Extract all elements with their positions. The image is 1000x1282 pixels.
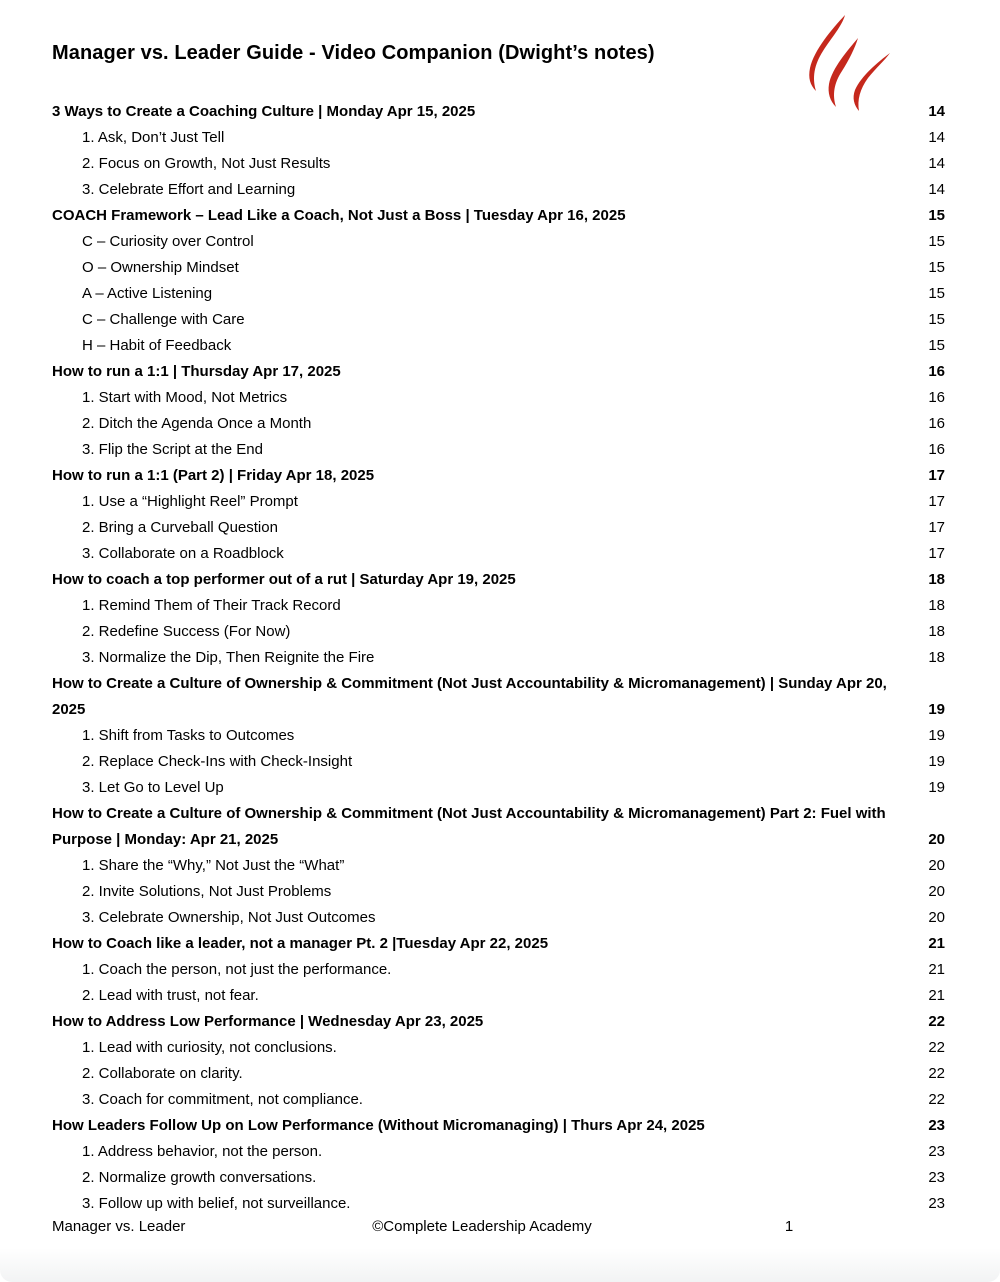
toc-item-row[interactable] <box>52 1165 945 1191</box>
toc-item-row-label: H – Habit of Feedback <box>82 337 232 354</box>
toc-item-row-label: 3. Celebrate Ownership, Not Just Outcomes <box>82 909 376 926</box>
toc-item-row[interactable] <box>52 333 945 359</box>
toc-item-row-label: A – Active Listening <box>82 285 213 302</box>
toc-section-row-label: How to Coach like a leader, not a manager Pt. 2 |Tuesday Apr 22, 2025 <box>52 935 549 952</box>
toc-item-row-label: 3. Normalize the Dip, Then Reignite the Fire <box>82 649 375 666</box>
toc-item-row-label: 2. Ditch the Agenda Once a Month <box>82 415 312 432</box>
toc-item-row-label: 1. Coach the person, not just the performance. <box>82 961 392 978</box>
toc-section-row-label: How to coach a top performer out of a rut | Saturday Apr 19, 2025 <box>52 571 516 588</box>
toc-item-row-label: 3. Celebrate Effort and Learning <box>82 181 296 198</box>
toc-item-row-label: 1. Shift from Tasks to Outcomes <box>82 727 295 744</box>
page-title: Manager vs. Leader Guide - Video Companion (Dwight’s notes) <box>52 42 655 64</box>
toc-section-row[interactable] <box>52 567 945 593</box>
toc-item-row[interactable] <box>52 1087 945 1113</box>
toc-section-row-page-number: 17 <box>928 467 945 484</box>
toc-section-row[interactable] <box>52 203 945 229</box>
toc-item-row[interactable] <box>52 255 945 281</box>
toc-section-row-page-number: 22 <box>928 1013 945 1030</box>
toc-section-row-page-number: 20 <box>928 831 945 848</box>
toc-item-row[interactable] <box>52 879 945 905</box>
toc-item-row-page-number: 23 <box>928 1143 945 1160</box>
toc-item-row[interactable] <box>52 385 945 411</box>
toc-item-row-label: 1. Lead with curiosity, not conclusions. <box>82 1039 337 1056</box>
toc-item-row-page-number: 20 <box>928 883 945 900</box>
toc-item-row-label: 3. Collaborate on a Roadblock <box>82 545 284 562</box>
table-of-contents <box>52 99 945 1217</box>
toc-section-row-page-number: 21 <box>928 935 945 952</box>
toc-item-row-page-number: 23 <box>928 1169 945 1186</box>
toc-item-row[interactable] <box>52 411 945 437</box>
toc-item-row-label: O – Ownership Mindset <box>82 259 239 276</box>
toc-item-row-label: 2. Focus on Growth, Not Just Results <box>82 155 331 172</box>
toc-item-row-label: 1. Remind Them of Their Track Record <box>82 597 341 614</box>
toc-section-row[interactable] <box>52 359 945 385</box>
toc-section-row-label: How to Create a Culture of Ownership & Commitment (Not Just Accountability & Micromanagement) | Sunday Apr 20, 2025 <box>52 675 887 718</box>
toc-item-row[interactable] <box>52 489 945 515</box>
toc-item-row[interactable] <box>52 905 945 931</box>
toc-section-row[interactable] <box>52 801 945 853</box>
toc-item-row-label: 3. Follow up with belief, not surveillance. <box>82 1195 351 1212</box>
toc-item-row-label: 3. Coach for commitment, not compliance. <box>82 1091 363 1108</box>
toc-item-row[interactable] <box>52 1139 945 1165</box>
toc-item-row-page-number: 15 <box>928 311 945 328</box>
toc-item-row-page-number: 22 <box>928 1039 945 1056</box>
toc-item-row[interactable] <box>52 775 945 801</box>
toc-item-row-page-number: 18 <box>928 597 945 614</box>
toc-item-row-label: 2. Bring a Curveball Question <box>82 519 278 536</box>
toc-section-row[interactable] <box>52 931 945 957</box>
toc-item-row-page-number: 16 <box>928 415 945 432</box>
toc-item-row[interactable] <box>52 749 945 775</box>
toc-item-row[interactable] <box>52 541 945 567</box>
toc-item-row-label: 2. Replace Check-Ins with Check-Insight <box>82 753 353 770</box>
toc-item-row-label: 2. Invite Solutions, Not Just Problems <box>82 883 332 900</box>
toc-section-row-page-number: 18 <box>928 571 945 588</box>
toc-item-row-label: 1. Share the “Why,” Not Just the “What” <box>82 857 345 874</box>
toc-item-row[interactable] <box>52 177 945 203</box>
toc-item-row[interactable] <box>52 437 945 463</box>
toc-section-row-page-number: 14 <box>928 103 945 120</box>
toc-item-row-label: 3. Let Go to Level Up <box>82 779 224 796</box>
toc-section-row-label: How to Address Low Performance | Wednesday Apr 23, 2025 <box>52 1013 484 1030</box>
toc-section-row-label: How to Create a Culture of Ownership & Commitment (Not Just Accountability & Micromanagement) Part 2: Fuel with Purpose | Monday: Apr 21, 2025 <box>52 805 886 848</box>
toc-item-row-page-number: 18 <box>928 649 945 666</box>
toc-item-row-page-number: 14 <box>928 155 945 172</box>
toc-section-row-label: How to run a 1:1 | Thursday Apr 17, 2025 <box>52 363 341 380</box>
toc-item-row[interactable] <box>52 645 945 671</box>
footer-page-number: 1 <box>784 1218 794 1235</box>
toc-item-row[interactable] <box>52 983 945 1009</box>
footer-copyright: ©Complete Leadership Academy <box>372 1218 592 1235</box>
toc-item-row-page-number: 21 <box>928 987 945 1004</box>
toc-item-row[interactable] <box>52 1035 945 1061</box>
toc-item-row[interactable] <box>52 281 945 307</box>
toc-item-row-label: 1. Ask, Don’t Just Tell <box>82 129 225 146</box>
toc-section-row[interactable] <box>52 1113 945 1139</box>
toc-item-row-page-number: 19 <box>928 727 945 744</box>
toc-section-row-label: How Leaders Follow Up on Low Performance (Without Micromanaging) | Thurs Apr 24, 2025 <box>52 1117 705 1134</box>
toc-item-row-page-number: 19 <box>928 753 945 770</box>
toc-item-row[interactable] <box>52 515 945 541</box>
toc-item-row[interactable] <box>52 853 945 879</box>
toc-item-row-page-number: 15 <box>928 285 945 302</box>
toc-item-row[interactable] <box>52 1061 945 1087</box>
toc-item-row-label: C – Challenge with Care <box>82 311 245 328</box>
toc-section-row[interactable] <box>52 463 945 489</box>
toc-section-row-page-number: 19 <box>928 701 945 718</box>
toc-item-row-page-number: 23 <box>928 1195 945 1212</box>
toc-item-row[interactable] <box>52 307 945 333</box>
toc-item-row-page-number: 17 <box>928 519 945 536</box>
page-footer <box>0 1212 1000 1242</box>
toc-item-row-page-number: 15 <box>928 259 945 276</box>
toc-section-row-page-number: 23 <box>928 1117 945 1134</box>
toc-section-row-label: How to run a 1:1 (Part 2) | Friday Apr 18, 2025 <box>52 467 375 484</box>
toc-item-row-page-number: 20 <box>928 857 945 874</box>
toc-section-row[interactable] <box>52 99 945 125</box>
toc-section-row[interactable] <box>52 671 945 723</box>
toc-item-row-label: 2. Collaborate on clarity. <box>82 1065 243 1082</box>
toc-section-row-page-number: 15 <box>928 207 945 224</box>
toc-item-row[interactable] <box>52 593 945 619</box>
toc-item-row-page-number: 18 <box>928 623 945 640</box>
toc-section-row-page-number: 16 <box>928 363 945 380</box>
toc-item-row-label: 1. Address behavior, not the person. <box>82 1143 323 1160</box>
toc-item-row-page-number: 16 <box>928 389 945 406</box>
toc-item-row[interactable] <box>52 957 945 983</box>
page-bottom-edge <box>0 1248 1000 1282</box>
toc-item-row-label: 3. Flip the Script at the End <box>82 441 263 458</box>
toc-item-row-label: 2. Normalize growth conversations. <box>82 1169 317 1186</box>
toc-item-row-page-number: 21 <box>928 961 945 978</box>
toc-item-row-page-number: 22 <box>928 1091 945 1108</box>
toc-item-row[interactable] <box>52 229 945 255</box>
toc-item-row-page-number: 22 <box>928 1065 945 1082</box>
toc-item-row-page-number: 14 <box>928 181 945 198</box>
toc-item-row-page-number: 14 <box>928 129 945 146</box>
toc-item-row[interactable] <box>52 723 945 749</box>
toc-item-row-page-number: 15 <box>928 233 945 250</box>
toc-item-row-label: C – Curiosity over Control <box>82 233 254 250</box>
toc-item-row-label: 2. Lead with trust, not fear. <box>82 987 259 1004</box>
toc-item-row[interactable] <box>52 151 945 177</box>
toc-section-row[interactable] <box>52 1009 945 1035</box>
toc-item-row-label: 2. Redefine Success (For Now) <box>82 623 291 640</box>
toc-item-row-page-number: 16 <box>928 441 945 458</box>
footer-doc-title: Manager vs. Leader <box>52 1218 186 1235</box>
toc-item-row-label: 1. Start with Mood, Not Metrics <box>82 389 288 406</box>
toc-item-row-page-number: 17 <box>928 545 945 562</box>
toc-item-row[interactable] <box>52 619 945 645</box>
toc-item-row-page-number: 17 <box>928 493 945 510</box>
toc-item-row-page-number: 20 <box>928 909 945 926</box>
toc-item-row-page-number: 19 <box>928 779 945 796</box>
toc-item-row[interactable] <box>52 125 945 151</box>
toc-item-row-page-number: 15 <box>928 337 945 354</box>
toc-section-row-label: 3 Ways to Create a Coaching Culture | Monday Apr 15, 2025 <box>52 103 476 120</box>
toc-item-row-label: 1. Use a “Highlight Reel” Prompt <box>82 493 298 510</box>
toc-section-row-label: COACH Framework – Lead Like a Coach, Not Just a Boss | Tuesday Apr 16, 2025 <box>52 207 626 224</box>
